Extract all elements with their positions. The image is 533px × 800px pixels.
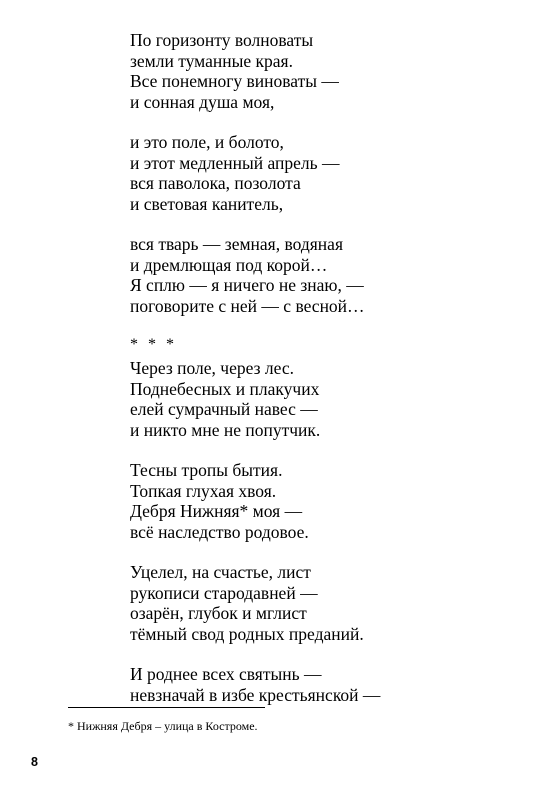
poem-line: Я сплю — я ничего не знаю, — bbox=[130, 275, 364, 295]
poem-line: озарён, глубок и мглист bbox=[130, 603, 307, 623]
poem-line: Дебря Нижняя* моя — bbox=[130, 501, 303, 521]
poem-line: всё наследство родовое. bbox=[130, 521, 309, 542]
stanza bbox=[130, 358, 520, 440]
poem-first bbox=[130, 30, 520, 316]
poem-line: Уцелел, на счастье, лист bbox=[130, 562, 311, 582]
poem-line: земли туманные края. bbox=[130, 50, 293, 71]
poem-line: поговорите с ней — с весной… bbox=[130, 295, 365, 316]
poem-line: вся паволока, позолота bbox=[130, 173, 301, 193]
poem-line: Поднебесных и плакучих bbox=[130, 378, 320, 399]
poem-line: Тесны тропы бытия. bbox=[130, 460, 283, 480]
stanza bbox=[130, 664, 520, 705]
page-number: 8 bbox=[31, 755, 38, 769]
poem-line: Через поле, через лес. bbox=[130, 358, 294, 378]
poem-line: и это поле, и болото, bbox=[130, 132, 284, 152]
stanza bbox=[130, 234, 520, 316]
stanza bbox=[130, 132, 520, 214]
poem-line: тёмный свод родных преданий. bbox=[130, 623, 364, 644]
poem-body bbox=[130, 30, 520, 725]
poem-line: По горизонту волноваты bbox=[130, 30, 314, 50]
poem-line: Топкая глухая хвоя. bbox=[130, 480, 277, 501]
stanza bbox=[130, 460, 520, 542]
stanza bbox=[130, 562, 520, 644]
poem-line: елей сумрачный навес — bbox=[130, 399, 318, 419]
poem-line: И роднее всех святынь — bbox=[130, 664, 322, 684]
poem-line: и световая канитель, bbox=[130, 193, 284, 214]
poem-line: невзначай в избе крестьянской — bbox=[130, 684, 381, 705]
poem-line: вся тварь — земная, водяная bbox=[130, 234, 343, 254]
footnote: * Нижняя Дебря – улица в Костроме. bbox=[68, 719, 258, 733]
footnote-divider bbox=[68, 707, 265, 708]
poem-line: и этот медленный апрель — bbox=[130, 152, 340, 173]
poem-line: Все понемногу виноваты — bbox=[130, 71, 339, 91]
poem-line: и дремлющая под корой… bbox=[130, 254, 328, 275]
stanza bbox=[130, 30, 520, 112]
poem-line: рукописи стародавней — bbox=[130, 582, 318, 603]
poem-line: и сонная душа моя, bbox=[130, 91, 275, 112]
poem-second bbox=[130, 358, 520, 705]
poem-line: и никто мне не попутчик. bbox=[130, 419, 321, 440]
poem-separator: * * * bbox=[130, 336, 177, 353]
